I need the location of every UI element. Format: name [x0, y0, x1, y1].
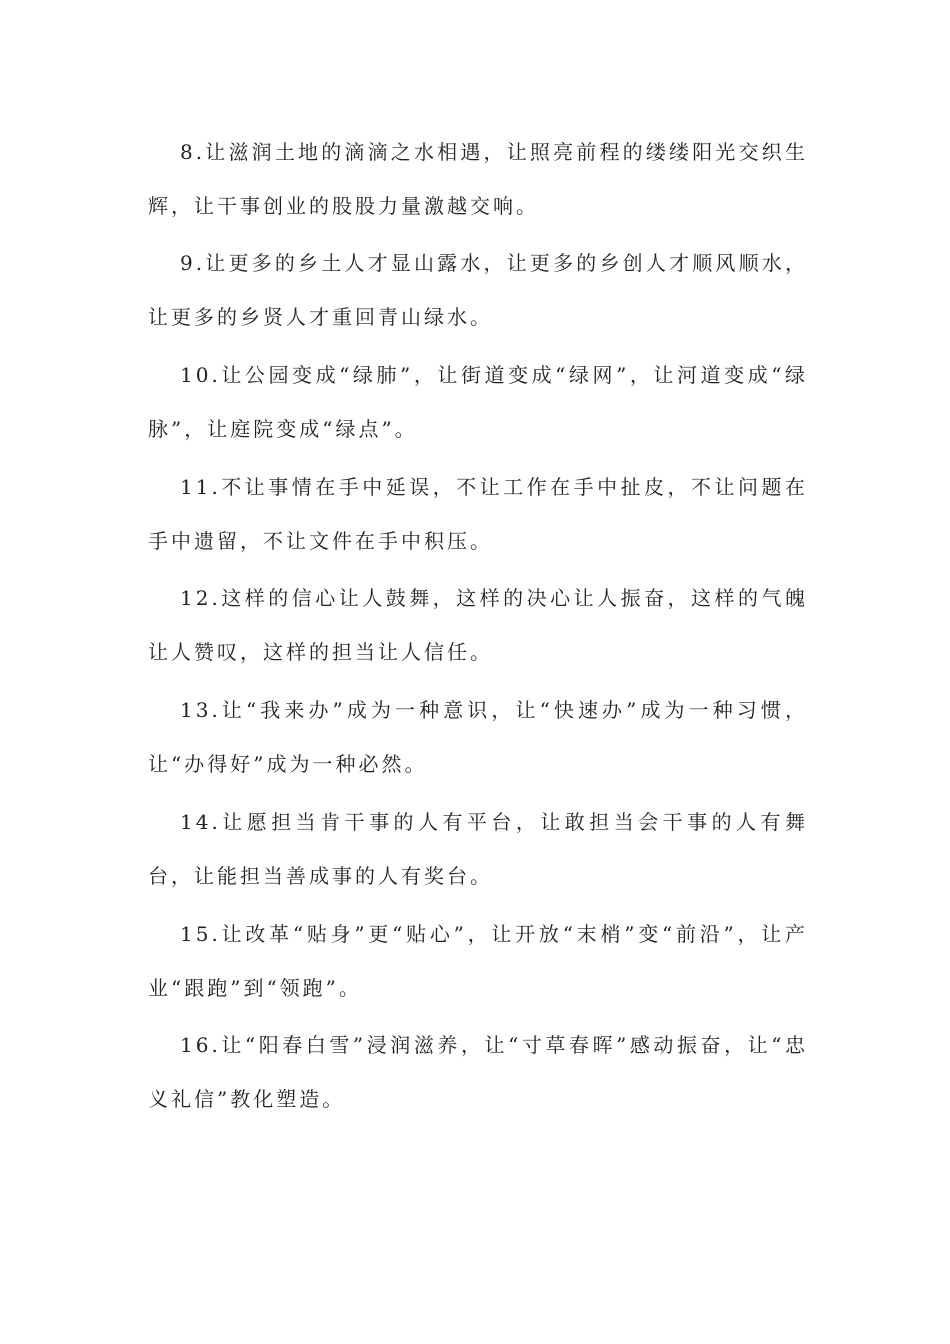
paragraph-15: 15.让改革“贴身”更“贴心”，让开放“末梢”变“前沿”，让产业“跟跑”到“领跑”。	[148, 922, 808, 1000]
paragraph-11: 11.不让事情在手中延误，不让工作在手中扯皮，不让问题在手中遗留，不让文件在手中积压。	[148, 475, 808, 553]
paragraph-13: 13.让“我来办”成为一种意识，让“快速办”成为一种习惯，让“办得好”成为一种必然。	[148, 698, 808, 776]
paragraph-9: 9.让更多的乡土人才显山露水，让更多的乡创人才顺风顺水，让更多的乡贤人才重回青山绿水。	[148, 251, 808, 329]
paragraph-14: 14.让愿担当肯干事的人有平台，让敢担当会干事的人有舞台，让能担当善成事的人有奖台。	[148, 810, 808, 888]
paragraph-12: 12.这样的信心让人鼓舞，这样的决心让人振奋，这样的气魄让人赞叹，这样的担当让人信任。	[148, 586, 808, 664]
paragraph-8: 8.让滋润土地的滴滴之水相遇，让照亮前程的缕缕阳光交织生辉，让干事创业的股股力量激越交响。	[148, 140, 808, 218]
paragraph-16: 16.让“阳春白雪”浸润滋养，让“寸草春晖”感动振奋，让“忠义礼信”教化塑造。	[148, 1033, 808, 1111]
paragraph-10: 10.让公园变成“绿肺”，让街道变成“绿网”，让河道变成“绿脉”，让庭院变成“绿点”。	[148, 363, 808, 441]
